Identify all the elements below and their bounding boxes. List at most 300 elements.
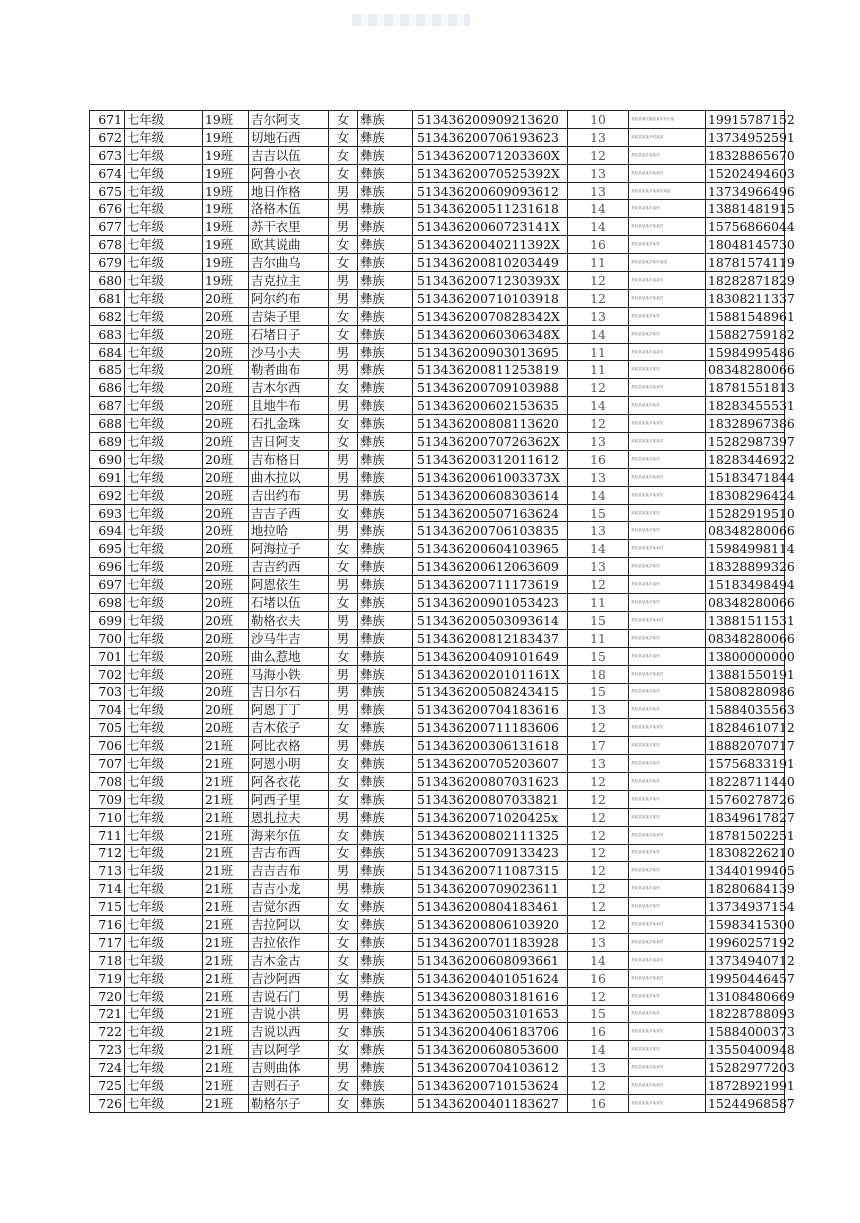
table-row	[90, 647, 785, 665]
student-name-cell: 吉说石门	[249, 987, 329, 1005]
age-cell: 16	[568, 450, 629, 468]
gender-cell: 男	[329, 683, 358, 701]
age-cell: 14	[568, 218, 629, 236]
gender-cell: 男	[329, 397, 358, 415]
grade-cell: 七年级	[125, 755, 203, 773]
table-row	[90, 558, 785, 576]
class-cell: 19班	[203, 200, 249, 218]
address-cell: 美姑县某某乡某某村	[629, 289, 706, 307]
id-number-cell: 513436200705203607	[413, 755, 568, 773]
address-cell: 美姑县某某乡某村某组	[629, 254, 706, 272]
id-number-cell: 513436200711087315	[413, 862, 568, 880]
row-number-cell: 675	[90, 182, 125, 200]
student-name-cell: 阿恩小明	[249, 755, 329, 773]
row-number-cell: 688	[90, 415, 125, 433]
grade-cell: 七年级	[125, 862, 203, 880]
class-cell: 21班	[203, 933, 249, 951]
grade-cell: 七年级	[125, 719, 203, 737]
address-cell: 美姑县某某乡某村	[629, 647, 706, 665]
age-cell: 12	[568, 719, 629, 737]
student-name-cell: 吉古布西	[249, 844, 329, 862]
row-number-cell: 704	[90, 701, 125, 719]
class-cell: 21班	[203, 826, 249, 844]
row-number-cell: 701	[90, 647, 125, 665]
table-row	[90, 719, 785, 737]
row-number-cell: 715	[90, 898, 125, 916]
table-row	[90, 1077, 785, 1095]
table-row	[90, 790, 785, 808]
row-number-cell: 708	[90, 772, 125, 790]
address-cell: 美姑县某某乡某村	[629, 862, 706, 880]
gender-cell: 男	[329, 987, 358, 1005]
class-cell: 20班	[203, 325, 249, 343]
grade-cell: 七年级	[125, 844, 203, 862]
row-number-cell: 707	[90, 755, 125, 773]
class-cell: 20班	[203, 701, 249, 719]
class-cell: 21班	[203, 1059, 249, 1077]
gender-cell: 男	[329, 880, 358, 898]
id-number-cell: 513436200409101649	[413, 647, 568, 665]
address-cell: 美姑县城关镇某某乡村小组	[629, 111, 706, 129]
class-cell: 20班	[203, 665, 249, 683]
grade-cell: 七年级	[125, 540, 203, 558]
student-name-cell: 阿恩丁丁	[249, 701, 329, 719]
address-cell: 美姑县某某乡某村	[629, 898, 706, 916]
gender-cell: 女	[329, 379, 358, 397]
age-cell: 12	[568, 987, 629, 1005]
address-cell: 美姑县某某乡某村	[629, 450, 706, 468]
student-name-cell: 且地牛布	[249, 397, 329, 415]
gender-cell: 男	[329, 272, 358, 290]
grade-cell: 七年级	[125, 665, 203, 683]
id-number-cell: 51343620061003373X	[413, 468, 568, 486]
class-cell: 21班	[203, 755, 249, 773]
id-number-cell: 51343620070726362X	[413, 433, 568, 451]
phone-cell: 15282977203	[706, 1059, 785, 1077]
student-name-cell: 吉木金古	[249, 951, 329, 969]
grade-cell: 七年级	[125, 898, 203, 916]
ethnicity-cell: 彝族	[358, 594, 413, 612]
grade-cell: 七年级	[125, 1041, 203, 1059]
class-cell: 20班	[203, 468, 249, 486]
student-name-cell: 吉柒子里	[249, 307, 329, 325]
age-cell: 13	[568, 755, 629, 773]
gender-cell: 女	[329, 540, 358, 558]
age-cell: 11	[568, 254, 629, 272]
table-row	[90, 1023, 785, 1041]
gender-cell: 男	[329, 576, 358, 594]
age-cell: 13	[568, 558, 629, 576]
table-row	[90, 218, 785, 236]
ethnicity-cell: 彝族	[358, 486, 413, 504]
phone-cell: 15756866044	[706, 218, 785, 236]
grade-cell: 七年级	[125, 629, 203, 647]
id-number-cell: 513436200710153624	[413, 1077, 568, 1095]
table-row	[90, 450, 785, 468]
phone-cell: 15282987397	[706, 433, 785, 451]
age-cell: 12	[568, 272, 629, 290]
address-cell: 美姑县某某乡某村	[629, 629, 706, 647]
class-cell: 21班	[203, 1023, 249, 1041]
class-cell: 20班	[203, 450, 249, 468]
table-row	[90, 236, 785, 254]
age-cell: 13	[568, 433, 629, 451]
id-number-cell: 51343620060306348X	[413, 325, 568, 343]
table-row	[90, 182, 785, 200]
grade-cell: 七年级	[125, 1059, 203, 1077]
gender-cell: 女	[329, 128, 358, 146]
age-cell: 13	[568, 128, 629, 146]
age-cell: 14	[568, 200, 629, 218]
address-cell: 美姑县某某乡某村	[629, 1005, 706, 1023]
class-cell: 21班	[203, 844, 249, 862]
phone-cell: 13108480669	[706, 987, 785, 1005]
address-cell: 美姑县某某乡村某组	[629, 128, 706, 146]
ethnicity-cell: 彝族	[358, 218, 413, 236]
gender-cell: 女	[329, 898, 358, 916]
class-cell: 19班	[203, 272, 249, 290]
id-number-cell: 513436200609093612	[413, 182, 568, 200]
address-cell: 美姑县某某乡某村	[629, 987, 706, 1005]
gender-cell: 女	[329, 772, 358, 790]
id-number-cell: 513436200808113620	[413, 415, 568, 433]
table-row	[90, 665, 785, 683]
gender-cell: 女	[329, 415, 358, 433]
id-number-cell: 513436200811253819	[413, 361, 568, 379]
gender-cell: 女	[329, 254, 358, 272]
ethnicity-cell: 彝族	[358, 307, 413, 325]
phone-cell: 18308211337	[706, 289, 785, 307]
grade-cell: 七年级	[125, 164, 203, 182]
phone-cell: 15884035563	[706, 701, 785, 719]
id-number-cell: 513436200807033821	[413, 790, 568, 808]
student-name-cell: 吉则曲体	[249, 1059, 329, 1077]
ethnicity-cell: 彝族	[358, 933, 413, 951]
grade-cell: 七年级	[125, 683, 203, 701]
grade-cell: 七年级	[125, 433, 203, 451]
gender-cell: 女	[329, 1094, 358, 1112]
class-cell: 20班	[203, 289, 249, 307]
row-number-cell: 709	[90, 790, 125, 808]
id-number-cell: 513436200602153635	[413, 397, 568, 415]
row-number-cell: 696	[90, 558, 125, 576]
student-name-cell: 苏干衣里	[249, 218, 329, 236]
ethnicity-cell: 彝族	[358, 1077, 413, 1095]
class-cell: 21班	[203, 862, 249, 880]
phone-cell: 18048145730	[706, 236, 785, 254]
row-number-cell: 711	[90, 826, 125, 844]
age-cell: 14	[568, 540, 629, 558]
phone-cell: 18282871829	[706, 272, 785, 290]
age-cell: 13	[568, 468, 629, 486]
address-cell: 美姑县某某乡某村	[629, 701, 706, 719]
table-row	[90, 486, 785, 504]
id-number-cell: 51343620071230393X	[413, 272, 568, 290]
address-cell: 美姑县某某乡某某村	[629, 1023, 706, 1041]
phone-cell: 19960257192	[706, 933, 785, 951]
row-number-cell: 725	[90, 1077, 125, 1095]
table-row	[90, 611, 785, 629]
table-row	[90, 325, 785, 343]
id-number-cell: 513436200701183928	[413, 933, 568, 951]
id-number-cell: 513436200901053423	[413, 594, 568, 612]
table-row	[90, 361, 785, 379]
grade-cell: 七年级	[125, 415, 203, 433]
class-cell: 20班	[203, 504, 249, 522]
gender-cell: 男	[329, 343, 358, 361]
table-row	[90, 969, 785, 987]
address-cell: 美姑县某某乡某某村	[629, 343, 706, 361]
age-cell: 12	[568, 808, 629, 826]
age-cell: 16	[568, 1094, 629, 1112]
row-number-cell: 697	[90, 576, 125, 594]
student-name-cell: 吉布格日	[249, 450, 329, 468]
row-number-cell: 677	[90, 218, 125, 236]
age-cell: 15	[568, 647, 629, 665]
row-number-cell: 706	[90, 737, 125, 755]
student-name-cell: 吉觉尔西	[249, 898, 329, 916]
row-number-cell: 672	[90, 128, 125, 146]
class-cell: 21班	[203, 737, 249, 755]
student-name-cell: 马海小铁	[249, 665, 329, 683]
phone-cell: 15244968587	[706, 1094, 785, 1112]
grade-cell: 七年级	[125, 737, 203, 755]
age-cell: 14	[568, 486, 629, 504]
student-name-cell: 石堵以伍	[249, 594, 329, 612]
gender-cell: 男	[329, 701, 358, 719]
age-cell: 16	[568, 969, 629, 987]
id-number-cell: 513436200401051624	[413, 969, 568, 987]
row-number-cell: 717	[90, 933, 125, 951]
id-number-cell: 513436200704183616	[413, 701, 568, 719]
age-cell: 12	[568, 898, 629, 916]
row-number-cell: 722	[90, 1023, 125, 1041]
class-cell: 20班	[203, 719, 249, 737]
student-name-cell: 吉木尔西	[249, 379, 329, 397]
ethnicity-cell: 彝族	[358, 862, 413, 880]
student-name-cell: 阿鲁小衣	[249, 164, 329, 182]
grade-cell: 七年级	[125, 236, 203, 254]
ethnicity-cell: 彝族	[358, 1059, 413, 1077]
address-cell: 美姑县某某乡某某村	[629, 433, 706, 451]
ethnicity-cell: 彝族	[358, 898, 413, 916]
address-cell: 美姑县某某乡某村	[629, 755, 706, 773]
class-cell: 21班	[203, 898, 249, 916]
address-cell: 美姑县某某乡某某村	[629, 272, 706, 290]
grade-cell: 七年级	[125, 558, 203, 576]
id-number-cell: 513436200503093614	[413, 611, 568, 629]
row-number-cell: 710	[90, 808, 125, 826]
address-cell: 美姑县某某乡某村	[629, 808, 706, 826]
age-cell: 16	[568, 1023, 629, 1041]
age-cell: 12	[568, 880, 629, 898]
id-number-cell: 513436200909213620	[413, 111, 568, 129]
ethnicity-cell: 彝族	[358, 522, 413, 540]
ethnicity-cell: 彝族	[358, 236, 413, 254]
class-cell: 20班	[203, 307, 249, 325]
address-cell: 美姑县某某乡某某村	[629, 665, 706, 683]
grade-cell: 七年级	[125, 522, 203, 540]
row-number-cell: 699	[90, 611, 125, 629]
address-cell: 美姑县某某乡某村	[629, 200, 706, 218]
phone-cell: 18283455531	[706, 397, 785, 415]
table-row	[90, 200, 785, 218]
class-cell: 21班	[203, 951, 249, 969]
phone-cell: 13734952591	[706, 128, 785, 146]
ethnicity-cell: 彝族	[358, 737, 413, 755]
age-cell: 12	[568, 772, 629, 790]
age-cell: 12	[568, 844, 629, 862]
class-cell: 20班	[203, 540, 249, 558]
scanner-artifact	[352, 14, 470, 26]
row-number-cell: 705	[90, 719, 125, 737]
table-row	[90, 254, 785, 272]
phone-cell: 18308296424	[706, 486, 785, 504]
ethnicity-cell: 彝族	[358, 719, 413, 737]
ethnicity-cell: 彝族	[358, 1041, 413, 1059]
ethnicity-cell: 彝族	[358, 665, 413, 683]
phone-cell: 18882070717	[706, 737, 785, 755]
grade-cell: 七年级	[125, 951, 203, 969]
ethnicity-cell: 彝族	[358, 683, 413, 701]
phone-cell: 13734966496	[706, 182, 785, 200]
ethnicity-cell: 彝族	[358, 433, 413, 451]
grade-cell: 七年级	[125, 343, 203, 361]
gender-cell: 男	[329, 611, 358, 629]
id-number-cell: 513436200709103988	[413, 379, 568, 397]
gender-cell: 女	[329, 719, 358, 737]
row-number-cell: 693	[90, 504, 125, 522]
phone-cell: 19950446457	[706, 969, 785, 987]
age-cell: 14	[568, 397, 629, 415]
age-cell: 11	[568, 361, 629, 379]
id-number-cell: 513436200704103612	[413, 1059, 568, 1077]
class-cell: 20班	[203, 647, 249, 665]
row-number-cell: 720	[90, 987, 125, 1005]
student-name-cell: 吉说小洪	[249, 1005, 329, 1023]
student-name-cell: 阿恩依生	[249, 576, 329, 594]
ethnicity-cell: 彝族	[358, 200, 413, 218]
gender-cell: 女	[329, 933, 358, 951]
gender-cell: 男	[329, 737, 358, 755]
age-cell: 12	[568, 1077, 629, 1095]
gender-cell: 女	[329, 558, 358, 576]
address-cell: 美姑县某某乡某村	[629, 558, 706, 576]
age-cell: 13	[568, 164, 629, 182]
row-number-cell: 691	[90, 468, 125, 486]
phone-cell: 18283446922	[706, 450, 785, 468]
gender-cell: 男	[329, 200, 358, 218]
class-cell: 21班	[203, 880, 249, 898]
class-cell: 21班	[203, 790, 249, 808]
table-row	[90, 272, 785, 290]
gender-cell: 女	[329, 844, 358, 862]
row-number-cell: 723	[90, 1041, 125, 1059]
age-cell: 13	[568, 933, 629, 951]
phone-cell: 13800000000	[706, 647, 785, 665]
phone-cell: 13734937154	[706, 898, 785, 916]
age-cell: 12	[568, 576, 629, 594]
ethnicity-cell: 彝族	[358, 1023, 413, 1041]
row-number-cell: 698	[90, 594, 125, 612]
class-cell: 21班	[203, 916, 249, 934]
table-row	[90, 1041, 785, 1059]
row-number-cell: 714	[90, 880, 125, 898]
class-cell: 19班	[203, 236, 249, 254]
row-number-cell: 718	[90, 951, 125, 969]
row-number-cell: 674	[90, 164, 125, 182]
id-number-cell: 51343620020101161X	[413, 665, 568, 683]
table-row	[90, 307, 785, 325]
id-number-cell: 513436200608093661	[413, 951, 568, 969]
phone-cell: 18781551813	[706, 379, 785, 397]
ethnicity-cell: 彝族	[358, 611, 413, 629]
gender-cell: 女	[329, 307, 358, 325]
id-number-cell: 513436200711173619	[413, 576, 568, 594]
id-number-cell: 513436200709023611	[413, 880, 568, 898]
ethnicity-cell: 彝族	[358, 772, 413, 790]
student-name-cell: 吉尔曲乌	[249, 254, 329, 272]
gender-cell: 男	[329, 361, 358, 379]
age-cell: 13	[568, 701, 629, 719]
age-cell: 12	[568, 289, 629, 307]
ethnicity-cell: 彝族	[358, 576, 413, 594]
row-number-cell: 703	[90, 683, 125, 701]
address-cell: 美姑县某某乡某某村	[629, 719, 706, 737]
gender-cell: 男	[329, 468, 358, 486]
table-row	[90, 540, 785, 558]
class-cell: 21班	[203, 772, 249, 790]
phone-cell: 15984995486	[706, 343, 785, 361]
class-cell: 21班	[203, 1005, 249, 1023]
table-row	[90, 1005, 785, 1023]
phone-cell: 15202494603	[706, 164, 785, 182]
grade-cell: 七年级	[125, 1077, 203, 1095]
grade-cell: 七年级	[125, 1023, 203, 1041]
student-name-cell: 吉吉子西	[249, 504, 329, 522]
phone-cell: 15183471844	[706, 468, 785, 486]
grade-cell: 七年级	[125, 576, 203, 594]
address-cell: 美姑县某某乡某某村	[629, 1094, 706, 1112]
table-row	[90, 737, 785, 755]
row-number-cell: 673	[90, 146, 125, 164]
grade-cell: 七年级	[125, 826, 203, 844]
ethnicity-cell: 彝族	[358, 111, 413, 129]
gender-cell: 女	[329, 325, 358, 343]
phone-cell: 18228711440	[706, 772, 785, 790]
address-cell: 美姑县某某乡某村	[629, 361, 706, 379]
age-cell: 14	[568, 951, 629, 969]
address-cell: 美姑县某某乡某村	[629, 307, 706, 325]
address-cell: 美姑县某某乡某某村	[629, 969, 706, 987]
table-row	[90, 701, 785, 719]
grade-cell: 七年级	[125, 361, 203, 379]
gender-cell: 女	[329, 164, 358, 182]
age-cell: 13	[568, 1059, 629, 1077]
phone-cell: 13734940712	[706, 951, 785, 969]
gender-cell: 女	[329, 916, 358, 934]
ethnicity-cell: 彝族	[358, 701, 413, 719]
age-cell: 14	[568, 325, 629, 343]
gender-cell: 男	[329, 1005, 358, 1023]
id-number-cell: 513436200706193623	[413, 128, 568, 146]
grade-cell: 七年级	[125, 111, 203, 129]
id-number-cell: 51343620040211392X	[413, 236, 568, 254]
class-cell: 19班	[203, 218, 249, 236]
grade-cell: 七年级	[125, 450, 203, 468]
address-cell: 美姑县某某乡某某村	[629, 951, 706, 969]
grade-cell: 七年级	[125, 486, 203, 504]
